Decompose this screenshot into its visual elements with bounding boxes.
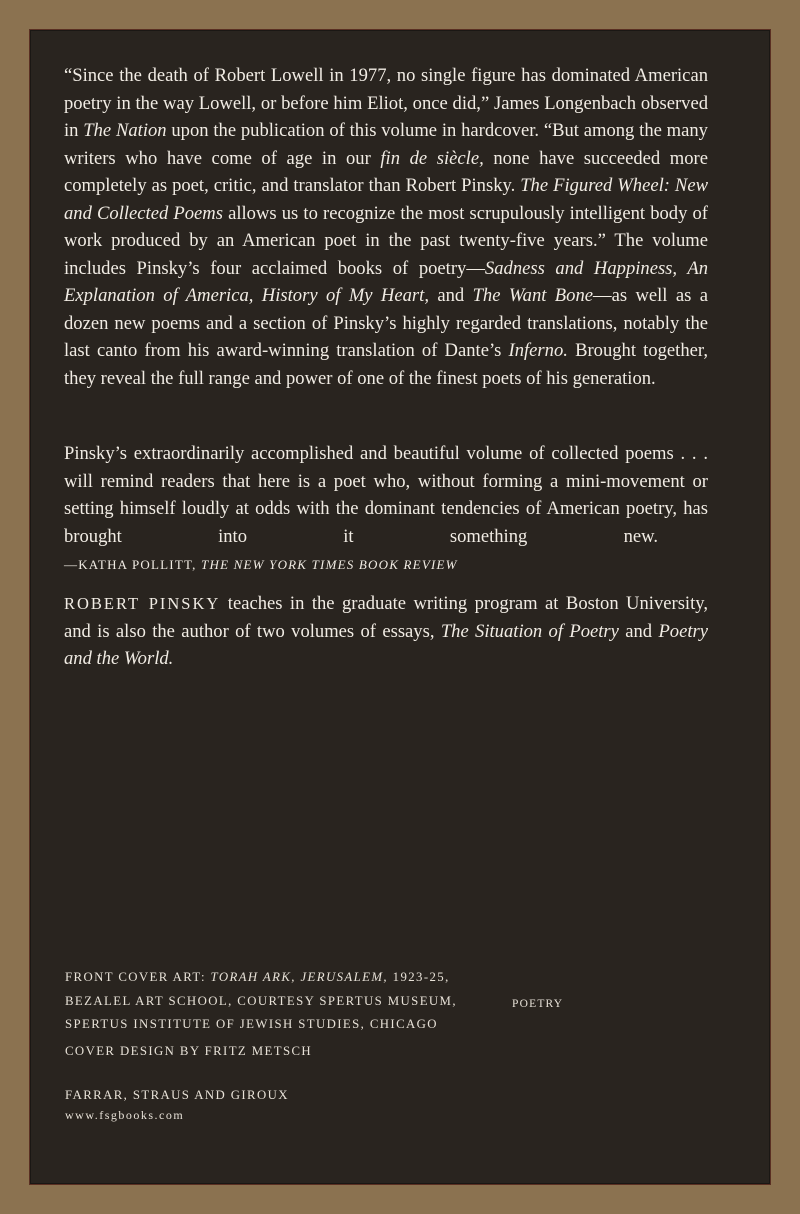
book-title: The Want Bone	[472, 285, 593, 306]
book-title: The Situation of Poetry	[440, 620, 619, 642]
review-quote	[64, 440, 708, 579]
text: FRONT COVER ART:	[65, 970, 211, 984]
text: upon the publication of this volume in hardcover. “But among the many writers who have come of age in our	[64, 120, 708, 169]
text: 1923-25,	[388, 970, 450, 984]
text: —as well as a dozen new poems and a section of Pinsky’s highly regarded translations, notably the last canto from his award-winning translation of Dante’s	[64, 285, 708, 361]
attribution-name: —KATHA POLLITT,	[64, 557, 202, 572]
text: allows us to recognize the most scrupulously intelligent body of work produced by an American poet in the past twenty-five years.” The volume includes Pinsky’s four acclaimed books of poetry—	[64, 202, 708, 279]
text: BEZALEL ART SCHOOL, COURTESY SPERTUS MUSEUM,	[65, 993, 457, 1008]
author-bio	[64, 590, 708, 673]
text: Brought together, they reveal the full range and power of one of the finest poets of his generation.	[64, 340, 708, 389]
art-title: TORAH ARK, JERUSALEM,	[210, 970, 389, 984]
author-name: ROBERT PINSKY	[64, 594, 221, 613]
text: “Since the death of Robert Lowell in 1977, no single figure has dominated American poetry in the way Lowell, or before him Eliot, once did,” James Longenbach observed in	[64, 65, 708, 141]
text: and	[618, 620, 659, 642]
attribution	[64, 557, 458, 572]
publication-title: The Nation	[83, 120, 167, 141]
publisher-name: FARRAR, STRAUS AND GIROUX	[65, 1088, 289, 1102]
text: none have succeeded more completely as poet, critic, and translator than Robert Pinsky.	[64, 147, 708, 196]
phrase: fin de siècle,	[380, 147, 484, 169]
review-paragraph	[64, 62, 708, 392]
cover-design-credit: COVER DESIGN BY FRITZ METSCH	[65, 1044, 313, 1058]
attribution-source: THE NEW YORK TIMES BOOK REVIEW	[201, 557, 458, 572]
cover-art-credit	[65, 966, 457, 1037]
genre-label: POETRY	[512, 998, 564, 1010]
publisher	[65, 1085, 289, 1125]
book-title: Inferno.	[508, 340, 568, 361]
quote-text: Pinsky’s extraordinarily accomplished and beautiful volume of collected poems . . . will remind readers that here is a poet who, without forming a mini-movement or setting himself loudly at odds with the dominant tendencies of American poetry, has brought into it something new.	[64, 443, 708, 547]
book-title: The Figured Wheel: New and Collected Poems	[64, 175, 708, 224]
book-title: Poetry and the World.	[64, 620, 708, 669]
publisher-url: www.fsgbooks.com	[65, 1108, 185, 1122]
book-titles: Sadness and Happiness, An Explanation of America, History of My Heart,	[64, 257, 708, 306]
text: teaches in the graduate writing program at Boston University, and is also the author of two volumes of essays,	[64, 593, 708, 642]
text: and	[428, 285, 473, 306]
text: SPERTUS INSTITUTE OF JEWISH STUDIES, CHICAGO	[65, 1017, 438, 1031]
